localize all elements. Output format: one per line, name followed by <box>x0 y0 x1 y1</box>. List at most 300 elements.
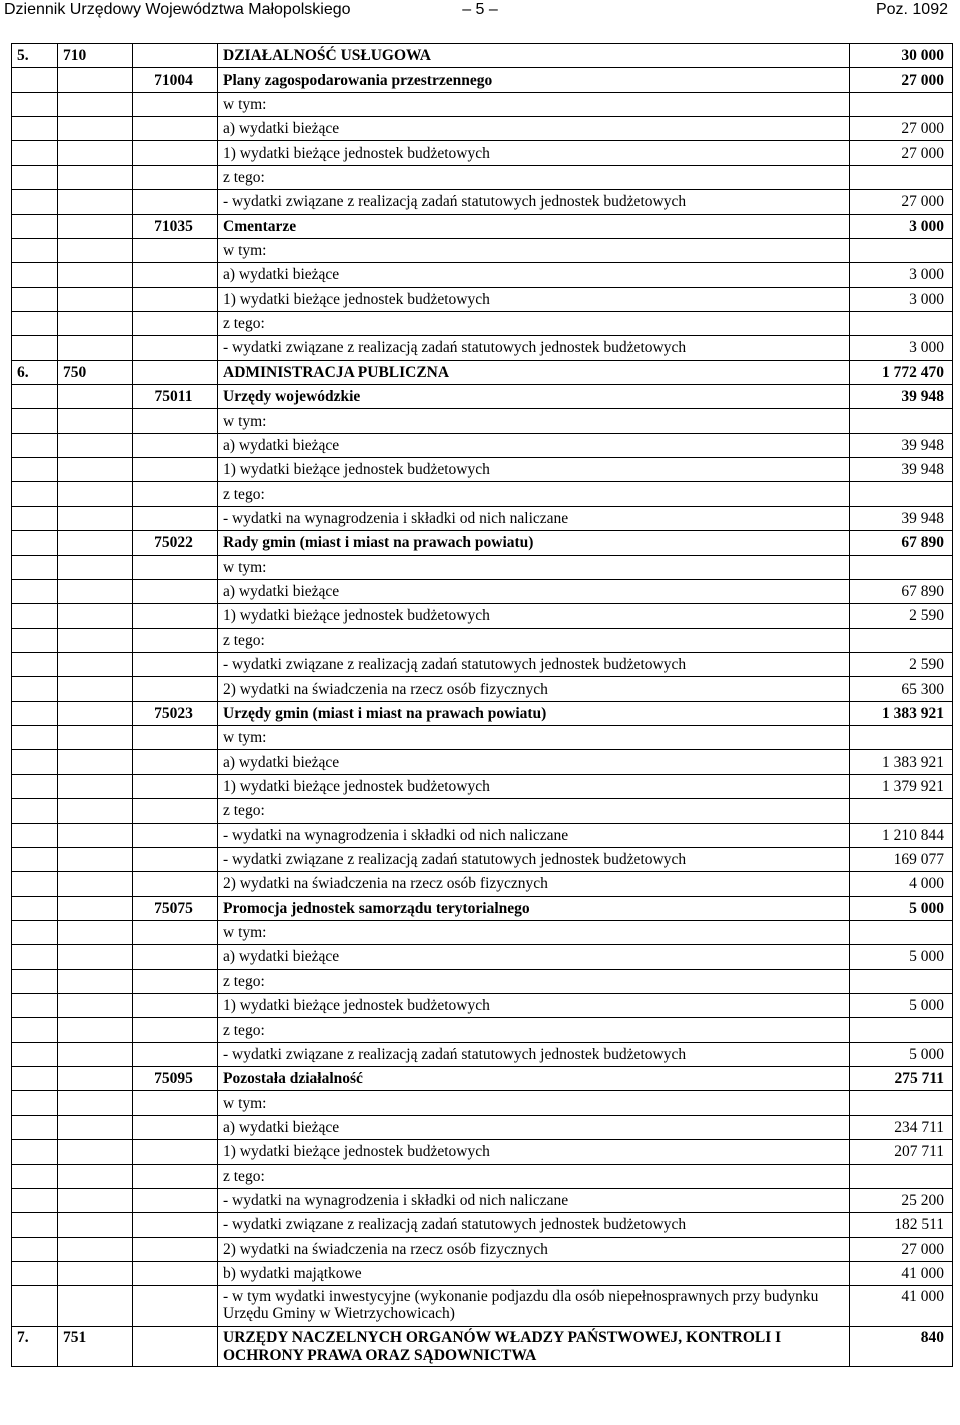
section-number-cell <box>12 165 58 189</box>
chapter-code-cell <box>133 1091 218 1115</box>
division-code-cell <box>58 531 133 555</box>
description-cell: - wydatki na wynagrodzenia i składki od nich naliczane <box>218 823 850 847</box>
description-cell: a) wydatki bieżące <box>218 750 850 774</box>
section-number-cell <box>12 92 58 116</box>
section-number-cell <box>12 311 58 335</box>
chapter-code-cell <box>133 92 218 116</box>
amount-cell <box>850 311 953 335</box>
table-row <box>12 969 953 993</box>
chapter-code-cell <box>133 165 218 189</box>
amount-cell: 275 711 <box>850 1067 953 1091</box>
amount-cell: 234 711 <box>850 1115 953 1139</box>
description-cell: a) wydatki bieżące <box>218 263 850 287</box>
division-code-cell <box>58 604 133 628</box>
section-number-cell <box>12 774 58 798</box>
description-cell: Urzędy gmin (miast i miast na prawach powiatu) <box>218 701 850 725</box>
amount-cell: 3 000 <box>850 336 953 360</box>
chapter-code-cell <box>133 360 218 384</box>
section-number-cell <box>12 1213 58 1237</box>
table-row <box>12 823 953 847</box>
division-code-cell <box>58 238 133 262</box>
chapter-code-cell <box>133 750 218 774</box>
section-number-cell: 5. <box>12 44 58 68</box>
amount-cell <box>850 555 953 579</box>
amount-cell: 65 300 <box>850 677 953 701</box>
section-number-cell <box>12 750 58 774</box>
description-cell: 2) wydatki na świadczenia na rzecz osób fizycznych <box>218 872 850 896</box>
amount-cell: 169 077 <box>850 847 953 871</box>
table-row <box>12 1327 953 1367</box>
division-code-cell <box>58 214 133 238</box>
division-code-cell <box>58 920 133 944</box>
journal-title: Dziennik Urzędowy Województwa Małopolskiego <box>4 1 351 18</box>
amount-cell: 182 511 <box>850 1213 953 1237</box>
division-code-cell <box>58 799 133 823</box>
table-row <box>12 628 953 652</box>
table-row <box>12 750 953 774</box>
division-code-cell <box>58 190 133 214</box>
section-number-cell <box>12 1140 58 1164</box>
division-code-cell <box>58 994 133 1018</box>
table-row <box>12 677 953 701</box>
amount-cell: 30 000 <box>850 44 953 68</box>
chapter-code-cell <box>133 1140 218 1164</box>
division-code-cell <box>58 165 133 189</box>
amount-cell: 1 379 921 <box>850 774 953 798</box>
chapter-code-cell <box>133 555 218 579</box>
amount-cell: 27 000 <box>850 68 953 92</box>
table-row <box>12 604 953 628</box>
division-code-cell <box>58 1140 133 1164</box>
amount-cell: 1 210 844 <box>850 823 953 847</box>
table-row <box>12 263 953 287</box>
table-row <box>12 238 953 262</box>
division-code-cell <box>58 1018 133 1042</box>
chapter-code-cell <box>133 1327 218 1367</box>
section-number-cell <box>12 482 58 506</box>
section-number-cell <box>12 677 58 701</box>
amount-cell <box>850 920 953 944</box>
section-number-cell <box>12 555 58 579</box>
chapter-code-cell <box>133 1115 218 1139</box>
chapter-code-cell <box>133 823 218 847</box>
table-row <box>12 311 953 335</box>
amount-cell: 27 000 <box>850 190 953 214</box>
table-row <box>12 214 953 238</box>
amount-cell: 41 000 <box>850 1261 953 1285</box>
description-cell: - wydatki związane z realizacją zadań statutowych jednostek budżetowych <box>218 336 850 360</box>
description-cell: w tym: <box>218 920 850 944</box>
division-code-cell <box>58 482 133 506</box>
table-row <box>12 68 953 92</box>
amount-cell: 39 948 <box>850 506 953 530</box>
section-number-cell <box>12 1286 58 1327</box>
description-cell: 1) wydatki bieżące jednostek budżetowych <box>218 141 850 165</box>
table-row <box>12 385 953 409</box>
table-row <box>12 482 953 506</box>
amount-cell: 5 000 <box>850 945 953 969</box>
chapter-code-cell <box>133 263 218 287</box>
chapter-code-cell <box>133 847 218 871</box>
section-number-cell <box>12 409 58 433</box>
table-row <box>12 896 953 920</box>
description-cell: w tym: <box>218 1091 850 1115</box>
division-code-cell <box>58 1261 133 1285</box>
division-code-cell <box>58 555 133 579</box>
table-row <box>12 726 953 750</box>
division-code-cell <box>58 506 133 530</box>
chapter-code-cell <box>133 433 218 457</box>
chapter-code-cell: 75022 <box>133 531 218 555</box>
table-row <box>12 1067 953 1091</box>
section-number-cell <box>12 1115 58 1139</box>
table-row <box>12 652 953 676</box>
division-code-cell: 750 <box>58 360 133 384</box>
table-row <box>12 531 953 555</box>
section-number-cell <box>12 1261 58 1285</box>
division-code-cell <box>58 117 133 141</box>
division-code-cell <box>58 458 133 482</box>
chapter-code-cell <box>133 311 218 335</box>
description-cell: - wydatki na wynagrodzenia i składki od nich naliczane <box>218 1188 850 1212</box>
section-number-cell <box>12 701 58 725</box>
description-cell: z tego: <box>218 628 850 652</box>
description-cell: w tym: <box>218 409 850 433</box>
page-number: – 5 – <box>462 1 498 18</box>
division-code-cell <box>58 1213 133 1237</box>
division-code-cell <box>58 823 133 847</box>
chapter-code-cell <box>133 482 218 506</box>
description-cell: w tym: <box>218 726 850 750</box>
chapter-code-cell <box>133 141 218 165</box>
description-cell: z tego: <box>218 969 850 993</box>
division-code-cell <box>58 141 133 165</box>
division-code-cell <box>58 433 133 457</box>
section-number-cell <box>12 847 58 871</box>
amount-cell: 3 000 <box>850 263 953 287</box>
division-code-cell <box>58 896 133 920</box>
chapter-code-cell <box>133 579 218 603</box>
description-cell: z tego: <box>218 165 850 189</box>
table-row <box>12 920 953 944</box>
chapter-code-cell: 75011 <box>133 385 218 409</box>
amount-cell: 5 000 <box>850 896 953 920</box>
section-number-cell <box>12 1067 58 1091</box>
division-code-cell <box>58 872 133 896</box>
description-cell: - wydatki związane z realizacją zadań statutowych jednostek budżetowych <box>218 847 850 871</box>
amount-cell: 1 383 921 <box>850 750 953 774</box>
amount-cell: 39 948 <box>850 433 953 457</box>
amount-cell: 2 590 <box>850 652 953 676</box>
division-code-cell <box>58 409 133 433</box>
division-code-cell <box>58 1115 133 1139</box>
chapter-code-cell <box>133 336 218 360</box>
section-number-cell <box>12 823 58 847</box>
description-cell: 2) wydatki na świadczenia na rzecz osób fizycznych <box>218 677 850 701</box>
amount-cell <box>850 1164 953 1188</box>
amount-cell <box>850 409 953 433</box>
division-code-cell <box>58 726 133 750</box>
chapter-code-cell <box>133 604 218 628</box>
division-code-cell <box>58 1042 133 1066</box>
table-row <box>12 1164 953 1188</box>
amount-cell: 4 000 <box>850 872 953 896</box>
section-number-cell <box>12 1091 58 1115</box>
chapter-code-cell <box>133 506 218 530</box>
chapter-code-cell <box>133 726 218 750</box>
amount-cell <box>850 1018 953 1042</box>
table-row <box>12 701 953 725</box>
description-cell: - wydatki związane z realizacją zadań statutowych jednostek budżetowych <box>218 1042 850 1066</box>
section-number-cell <box>12 190 58 214</box>
chapter-code-cell <box>133 1237 218 1261</box>
table-row <box>12 1261 953 1285</box>
division-code-cell <box>58 1091 133 1115</box>
chapter-code-cell <box>133 1164 218 1188</box>
amount-cell: 25 200 <box>850 1188 953 1212</box>
description-cell: a) wydatki bieżące <box>218 945 850 969</box>
description-cell: 1) wydatki bieżące jednostek budżetowych <box>218 287 850 311</box>
amount-cell: 2 590 <box>850 604 953 628</box>
amount-cell: 3 000 <box>850 287 953 311</box>
chapter-code-cell <box>133 652 218 676</box>
description-cell: - w tym wydatki inwestycyjne (wykonanie podjazdu dla osób niepełnosprawnych przy budynku Urzędu Gminy w Wietrzychowicach) <box>218 1286 850 1327</box>
amount-cell: 39 948 <box>850 458 953 482</box>
amount-cell: 207 711 <box>850 1140 953 1164</box>
amount-cell: 67 890 <box>850 531 953 555</box>
chapter-code-cell <box>133 1261 218 1285</box>
description-cell: DZIAŁALNOŚĆ USŁUGOWA <box>218 44 850 68</box>
amount-cell <box>850 969 953 993</box>
table-row <box>12 847 953 871</box>
division-code-cell <box>58 336 133 360</box>
division-code-cell <box>58 628 133 652</box>
description-cell: z tego: <box>218 1018 850 1042</box>
table-row <box>12 433 953 457</box>
section-number-cell <box>12 531 58 555</box>
section-number-cell <box>12 1042 58 1066</box>
chapter-code-cell <box>133 44 218 68</box>
amount-cell <box>850 92 953 116</box>
page-header <box>0 0 960 24</box>
chapter-code-cell <box>133 1213 218 1237</box>
chapter-code-cell <box>133 677 218 701</box>
amount-cell: 27 000 <box>850 1237 953 1261</box>
table-row <box>12 287 953 311</box>
amount-cell: 41 000 <box>850 1286 953 1327</box>
division-code-cell <box>58 579 133 603</box>
chapter-code-cell <box>133 1286 218 1327</box>
description-cell: a) wydatki bieżące <box>218 1115 850 1139</box>
section-number-cell: 6. <box>12 360 58 384</box>
description-cell: ADMINISTRACJA PUBLICZNA <box>218 360 850 384</box>
table-row <box>12 506 953 530</box>
description-cell: a) wydatki bieżące <box>218 117 850 141</box>
chapter-code-cell <box>133 774 218 798</box>
section-number-cell <box>12 604 58 628</box>
description-cell: URZĘDY NACZELNYCH ORGANÓW WŁADZY PAŃSTWOWEJ, KONTROLI I OCHRONY PRAWA ORAZ SĄDOWNICTWA <box>218 1327 850 1367</box>
table-row <box>12 799 953 823</box>
section-number-cell <box>12 287 58 311</box>
description-cell: w tym: <box>218 92 850 116</box>
section-number-cell <box>12 799 58 823</box>
table-row <box>12 165 953 189</box>
description-cell: - wydatki związane z realizacją zadań statutowych jednostek budżetowych <box>218 1213 850 1237</box>
chapter-code-cell <box>133 969 218 993</box>
division-code-cell <box>58 311 133 335</box>
description-cell: 1) wydatki bieżące jednostek budżetowych <box>218 1140 850 1164</box>
description-cell: a) wydatki bieżące <box>218 579 850 603</box>
section-number-cell <box>12 1188 58 1212</box>
chapter-code-cell <box>133 409 218 433</box>
table-row <box>12 1091 953 1115</box>
table-row <box>12 117 953 141</box>
amount-cell: 840 <box>850 1327 953 1367</box>
section-number-cell <box>12 920 58 944</box>
amount-cell: 3 000 <box>850 214 953 238</box>
chapter-code-cell <box>133 1188 218 1212</box>
division-code-cell: 710 <box>58 44 133 68</box>
description-cell: Promocja jednostek samorządu terytorialnego <box>218 896 850 920</box>
amount-cell: 1 772 470 <box>850 360 953 384</box>
description-cell: 1) wydatki bieżące jednostek budżetowych <box>218 994 850 1018</box>
chapter-code-cell <box>133 1018 218 1042</box>
amount-cell <box>850 726 953 750</box>
chapter-code-cell <box>133 190 218 214</box>
section-number-cell <box>12 726 58 750</box>
table-row <box>12 1042 953 1066</box>
section-number-cell <box>12 1018 58 1042</box>
amount-cell <box>850 799 953 823</box>
table-row <box>12 141 953 165</box>
table-row <box>12 1018 953 1042</box>
section-number-cell <box>12 628 58 652</box>
section-number-cell <box>12 385 58 409</box>
division-code-cell: 751 <box>58 1327 133 1367</box>
division-code-cell <box>58 701 133 725</box>
amount-cell: 39 948 <box>850 385 953 409</box>
table-row <box>12 190 953 214</box>
table-row <box>12 872 953 896</box>
division-code-cell <box>58 1237 133 1261</box>
description-cell: 1) wydatki bieżące jednostek budżetowych <box>218 774 850 798</box>
description-cell: z tego: <box>218 311 850 335</box>
amount-cell <box>850 165 953 189</box>
section-number-cell: 7. <box>12 1327 58 1367</box>
division-code-cell <box>58 969 133 993</box>
section-number-cell <box>12 117 58 141</box>
table-row <box>12 409 953 433</box>
division-code-cell <box>58 945 133 969</box>
section-number-cell <box>12 506 58 530</box>
section-number-cell <box>12 1237 58 1261</box>
description-cell: Plany zagospodarowania przestrzennego <box>218 68 850 92</box>
description-cell: - wydatki na wynagrodzenia i składki od nich naliczane <box>218 506 850 530</box>
section-number-cell <box>12 994 58 1018</box>
chapter-code-cell: 75075 <box>133 896 218 920</box>
division-code-cell <box>58 92 133 116</box>
amount-cell: 27 000 <box>850 141 953 165</box>
amount-cell <box>850 628 953 652</box>
division-code-cell <box>58 1067 133 1091</box>
section-number-cell <box>12 238 58 262</box>
description-cell: - wydatki związane z realizacją zadań statutowych jednostek budżetowych <box>218 190 850 214</box>
chapter-code-cell <box>133 1042 218 1066</box>
chapter-code-cell <box>133 872 218 896</box>
chapter-code-cell: 75023 <box>133 701 218 725</box>
description-cell: Pozostała działalność <box>218 1067 850 1091</box>
description-cell: z tego: <box>218 799 850 823</box>
chapter-code-cell: 71004 <box>133 68 218 92</box>
division-code-cell <box>58 263 133 287</box>
amount-cell <box>850 238 953 262</box>
division-code-cell <box>58 385 133 409</box>
description-cell: w tym: <box>218 238 850 262</box>
table-row <box>12 92 953 116</box>
division-code-cell <box>58 750 133 774</box>
chapter-code-cell <box>133 458 218 482</box>
amount-cell: 67 890 <box>850 579 953 603</box>
table-row <box>12 1115 953 1139</box>
division-code-cell <box>58 1286 133 1327</box>
chapter-code-cell <box>133 945 218 969</box>
table-row <box>12 1286 953 1327</box>
division-code-cell <box>58 68 133 92</box>
amount-cell: 5 000 <box>850 1042 953 1066</box>
amount-cell: 5 000 <box>850 994 953 1018</box>
section-number-cell <box>12 263 58 287</box>
table-row <box>12 1237 953 1261</box>
description-cell: 2) wydatki na świadczenia na rzecz osób fizycznych <box>218 1237 850 1261</box>
division-code-cell <box>58 1164 133 1188</box>
table-row <box>12 1213 953 1237</box>
section-number-cell <box>12 433 58 457</box>
division-code-cell <box>58 677 133 701</box>
division-code-cell <box>58 774 133 798</box>
table-row <box>12 774 953 798</box>
table-row <box>12 336 953 360</box>
division-code-cell <box>58 847 133 871</box>
description-cell: a) wydatki bieżące <box>218 433 850 457</box>
section-number-cell <box>12 579 58 603</box>
description-cell: - wydatki związane z realizacją zadań statutowych jednostek budżetowych <box>218 652 850 676</box>
description-cell: Rady gmin (miast i miast na prawach powiatu) <box>218 531 850 555</box>
description-cell: Cmentarze <box>218 214 850 238</box>
division-code-cell <box>58 1188 133 1212</box>
section-number-cell <box>12 872 58 896</box>
chapter-code-cell <box>133 117 218 141</box>
table-row <box>12 1188 953 1212</box>
table-row <box>12 994 953 1018</box>
section-number-cell <box>12 896 58 920</box>
section-number-cell <box>12 336 58 360</box>
budget-table <box>11 43 953 1367</box>
table-row <box>12 44 953 68</box>
budget-table-body <box>12 44 953 1367</box>
description-cell: b) wydatki majątkowe <box>218 1261 850 1285</box>
table-row <box>12 579 953 603</box>
chapter-code-cell <box>133 920 218 944</box>
chapter-code-cell: 71035 <box>133 214 218 238</box>
chapter-code-cell <box>133 238 218 262</box>
section-number-cell <box>12 458 58 482</box>
section-number-cell <box>12 214 58 238</box>
section-number-cell <box>12 141 58 165</box>
table-row <box>12 555 953 579</box>
table-row <box>12 945 953 969</box>
chapter-code-cell <box>133 287 218 311</box>
amount-cell: 1 383 921 <box>850 701 953 725</box>
